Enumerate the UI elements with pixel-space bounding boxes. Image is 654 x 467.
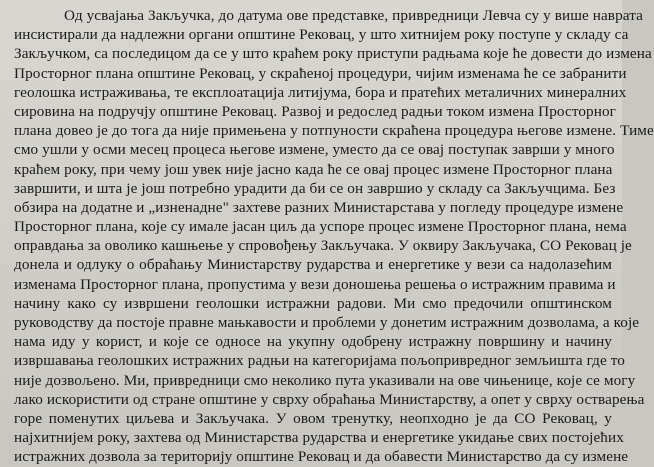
text-line: краћем року, при чему још увек није јасно када ће се овај процес измене Просторног плана xyxy=(14,160,613,178)
text-line: начину како су извршени геолошки истражни радови. Ми смо предочили општинском xyxy=(14,294,612,312)
text-line: геолошка истраживања, те експлоатација литијума, бора и пратећих металичних минералних xyxy=(14,83,627,101)
text-line: смо ушли у осми месец процеса његове измене, уместо да се овај поступак заврши у много xyxy=(14,141,615,159)
text-line: најхитнијем року, захтева од Министарства рударства и енергетике укидање свих постојећих xyxy=(14,429,624,447)
text-line: сировина на подручју општине Рековац. Развој и редослед радњи током измена Просторног xyxy=(14,102,617,120)
text-line: оправдања за оволико кашњење у спровођењу Закључака. У оквиру Закључака, СО Рековац је xyxy=(14,237,632,255)
text-line: Од усвајања Закључка, до датума ове представке, привредници Левча су у више наврата xyxy=(64,7,643,24)
text-line: завршити, и шта је још потребно урадити да би се он завршио у складу са Закључцима. Без xyxy=(14,179,616,197)
document-body xyxy=(14,6,654,467)
text-line: руководству да постоје правне мањкавости и проблеми у донетим истражним дозволама, а које xyxy=(14,314,640,331)
text-line: извршавања геолошких истражних радњи на категоријама пољопривредног земљишта где то xyxy=(14,352,625,370)
text-line: Просторног плана, које су имале јасан циљ да успоре процес измене Просторног плана, нема xyxy=(14,218,627,236)
text-line: донела и одлуку о обраћању Министарству рударства и енергетике у вези са надолазећим xyxy=(14,256,612,274)
text-line: обзира на додатне и „изненадне" захтеве разних Министарстава у погледу процедуре измене xyxy=(14,198,624,216)
text-line: лако искористити од стране општине у сврху обраћања Министарству, а опет у сврху остварења xyxy=(14,390,645,408)
text-line: плана довео је до тога да није примењена у потпуности скраћена процедура његове измене. Тиме xyxy=(14,122,654,140)
text-line: није дозвољено. Ми, привредници смо неколико пута указивали на ове чињенице, које се могу xyxy=(14,371,636,389)
text-line: инсистирали да надлежни органи општине Рековац, у што хитнијем року поступе у складу са xyxy=(14,26,629,44)
text-line: Просторног плана општине Рековац, у скраћеној процедури, чијим изменама ће се забранити xyxy=(14,64,627,82)
text-line: изменама Просторног плана, пропустима у вези доношења решења о истражним правима и xyxy=(14,275,616,293)
text-line: Закључком, са последицом да се у што краћем року приступи радњама које ће довести до измена xyxy=(14,45,652,63)
text-line: нама иду у корист, и које се односе на укупну одобрену истражну површину и начину xyxy=(14,333,612,351)
text-line: горе поменутих циљева и Закључака. У овом тренутку, неопходно је да СО Рековац, у xyxy=(14,409,612,427)
text-line: истражних дозвола за територију општине Рековац и да обавести Министарство да су измене xyxy=(14,448,629,466)
